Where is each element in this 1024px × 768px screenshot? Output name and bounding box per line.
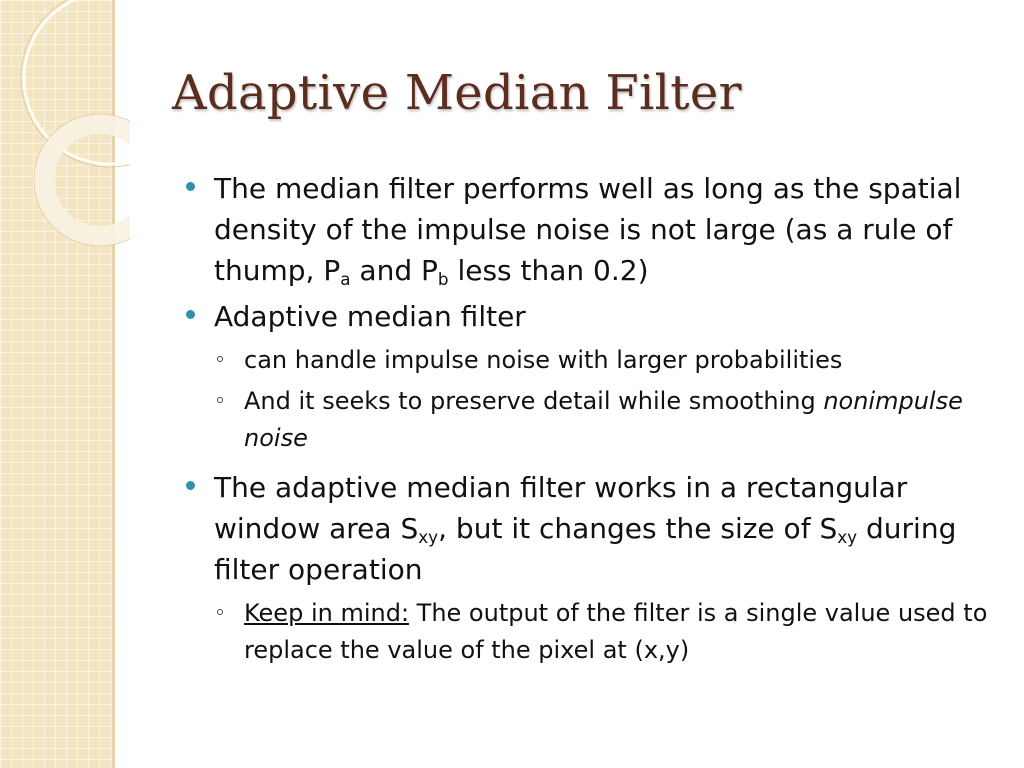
subbullet-preserve-detail [186,383,1006,457]
bullet-dot-icon [186,310,195,319]
underlined-keep-in-mind: Keep in mind: [244,599,410,627]
bullet-window-area [186,467,1006,590]
bullet-text: during filter operation [214,512,957,586]
subbullet-larger-probabilities [186,342,1006,379]
bullet-text: Adaptive median filter [214,300,526,333]
italic-term: nonimpulse noise [244,387,963,452]
subbullet-ring-icon [217,356,223,362]
bullet-text: less than 0.2) [448,254,649,287]
bullet-dot-icon [186,481,195,490]
subbullet-ring-icon [217,609,223,615]
decorative-ring-small [44,124,130,236]
slide-title: Adaptive Median Filter [172,65,742,121]
subbullet-text: The output of the filter is a single value used to replace the value of the pixel at (x,y) [244,599,988,664]
subbullet-text: can handle impulse noise with larger probabilities [244,346,843,374]
subscript-b: b [437,269,449,290]
decorative-ring-outline [21,0,130,167]
bullet-median-filter [186,168,1006,291]
subscript-xy: xy [837,527,858,548]
bullet-dot-icon [186,182,195,191]
subbullet-ring-icon [217,397,223,403]
subscript-xy: xy [418,527,439,548]
bullet-text: The median filter performs well as long as the spatial density of the impulse noise is not large (as a rule of thump, P [214,172,962,287]
subbullet-text: And it seeks to preserve detail while smoothing [244,387,824,415]
bullet-adaptive-median-filter [186,296,1006,337]
bullet-text: and P [350,254,438,287]
slide-content [186,168,1006,673]
subbullet-keep-in-mind [186,595,1006,669]
decorative-circles [0,0,130,260]
subscript-a: a [340,269,351,290]
bullet-text: , but it changes the size of S [438,512,838,545]
bullet-text: The adaptive median filter works in a rectangular window area S [214,471,908,545]
